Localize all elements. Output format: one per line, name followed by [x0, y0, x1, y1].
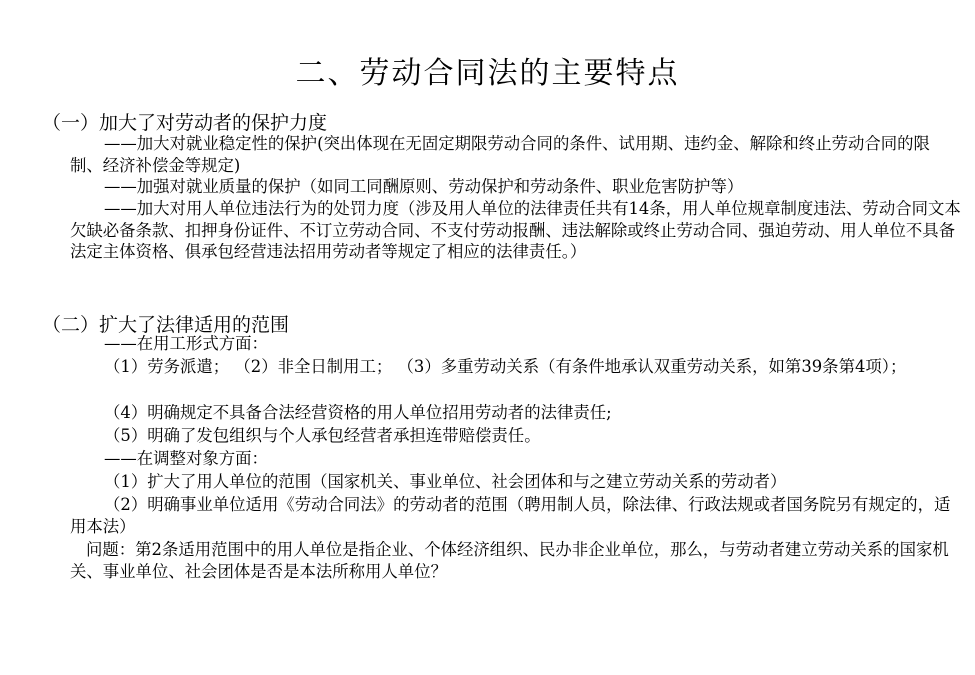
list-item: （5）明确了发包组织与个人承包经营者承担连带赔偿责任。: [104, 426, 541, 445]
question-paragraph: 问题：第2条适用范围中的用人单位是指企业、个体经济组织、民办非企业单位，那么，与劳动者建立劳动关系的国家机关、事业单位、社会团体是否是本法所称用人单位？: [70, 540, 949, 581]
list-item: （2）明确事业单位适用《劳动合同法》的劳动者的范围（聘用制人员，除法律、行政法规或者国务院另有规定的，适用本法）: [70, 495, 951, 536]
paragraph-employment-stability: ——加大对就业稳定性的保护(突出体现在无固定期限劳动合同的条件、试用期、违约金、解除和终止劳动合同的限制、经济补偿金等规定): [70, 134, 930, 175]
subheading-employment-forms: ——在用工形式方面：: [104, 334, 268, 353]
list-item: （1）扩大了用人单位的范围（国家机关、事业单位、社会团体和与之建立劳动关系的劳动者）: [104, 472, 787, 491]
section-heading-scope: （二）扩大了法律适用的范围: [42, 314, 290, 336]
subheading-adjustment-objects: ——在调整对象方面：: [104, 449, 268, 468]
section-heading-protection: （一）加大了对劳动者的保护力度: [42, 112, 328, 134]
list-item: （4）明确规定不具备合法经营资格的用人单位招用劳动者的法律责任;: [104, 403, 612, 422]
paragraph-employment-quality: ——加强对就业质量的保护（如同工同酬原则、劳动保护和劳动条件、职业危害防护等）: [104, 177, 744, 196]
page-title: 二、劳动合同法的主要特点: [295, 56, 680, 91]
list-item: （1）劳务派遣； （2）非全日制用工； （3）多重劳动关系（有条件地承认双重劳动关系，如第39条第4项）；: [104, 357, 907, 376]
paragraph-penalty: ——加大对用人单位违法行为的处罚力度（涉及用人单位的法律责任共有14条，用人单位规章制度违法、劳动合同文本欠缺必备条款、扣押身份证件、不订立劳动合同、不支付劳动报酬、违法解除或终止劳动合同、强迫劳动、用人单位不具备法定主体资格、俱承包经营违法招用劳动者等规定了相应的法律责任。）: [70, 199, 961, 261]
